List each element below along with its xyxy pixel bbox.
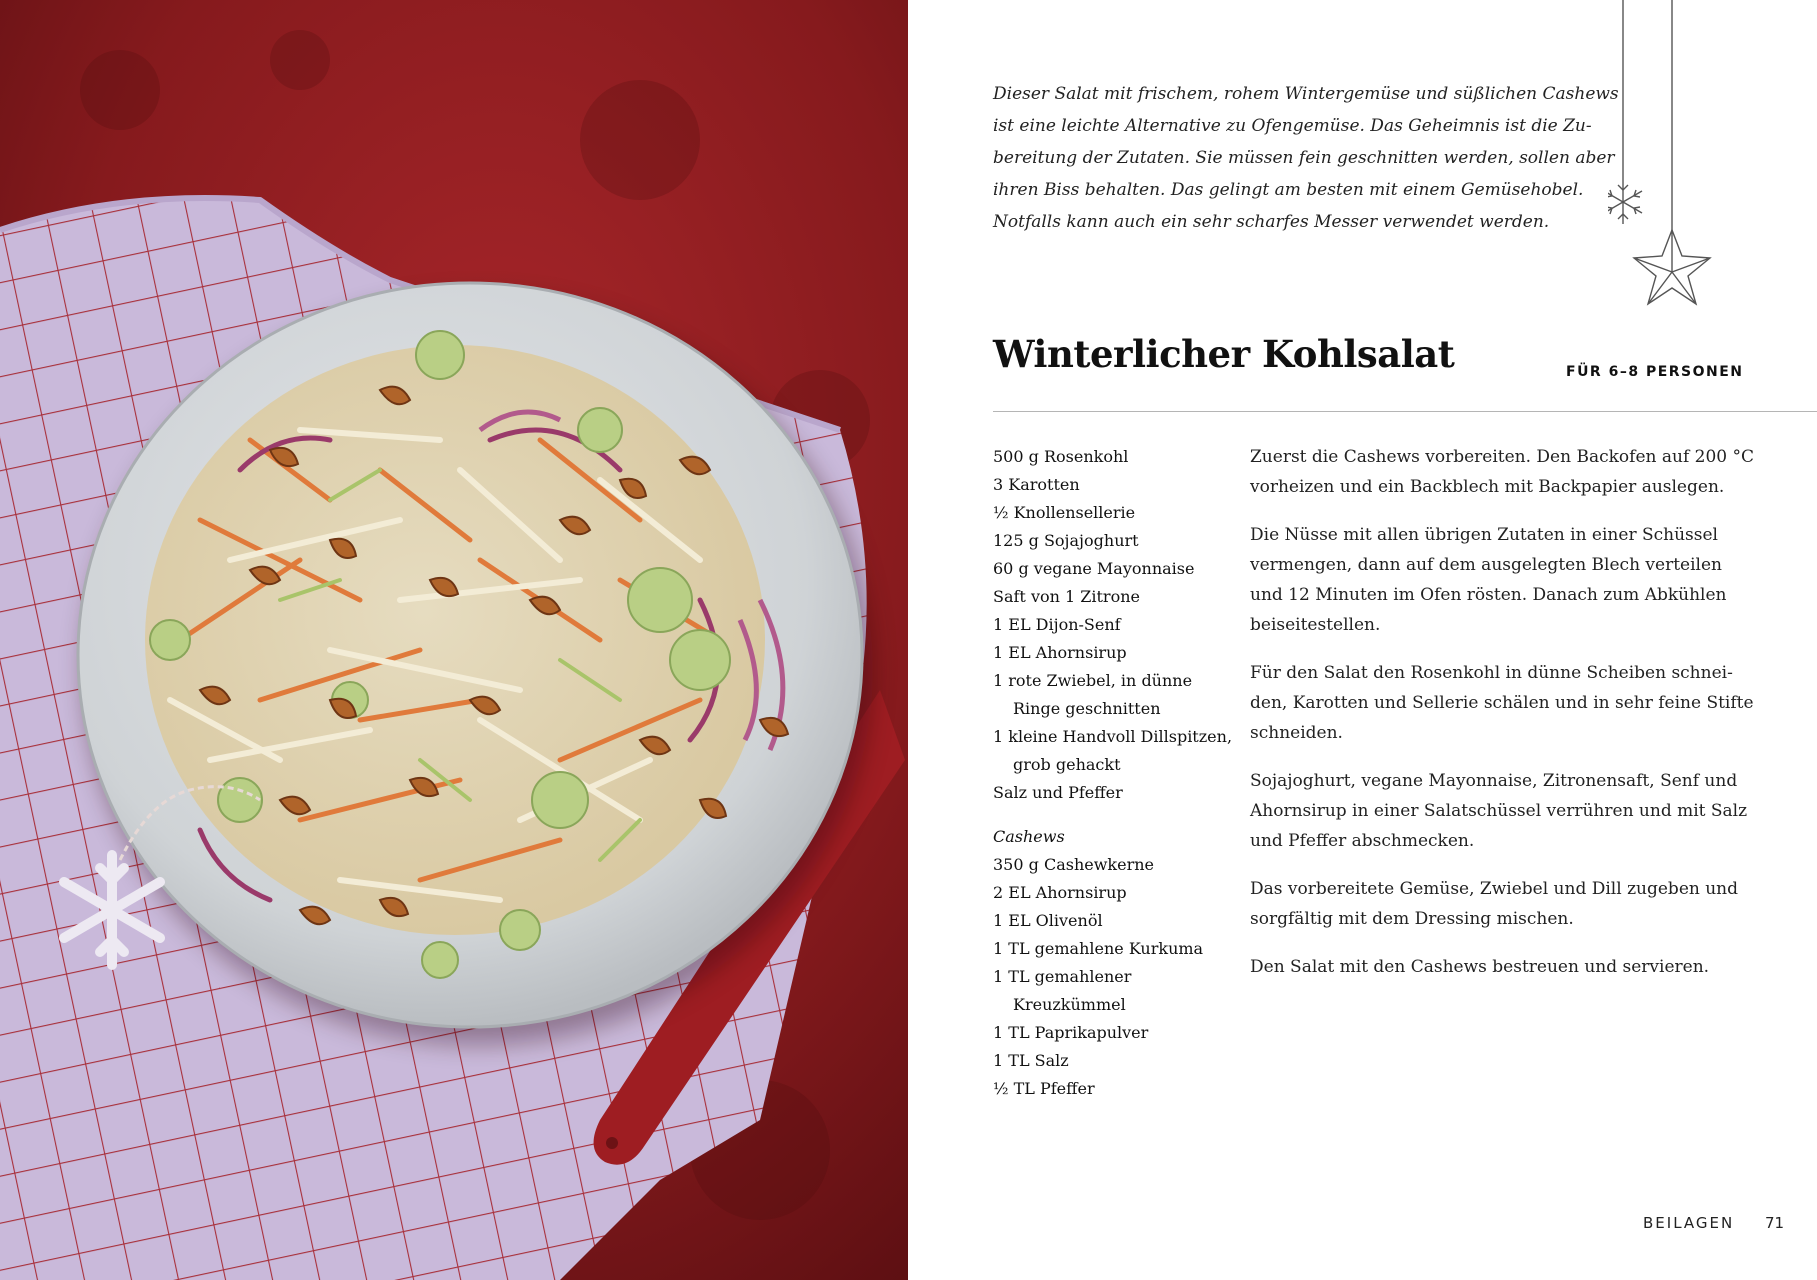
intro-line: bereitung der Zutaten. Sie müssen fein geschnitten werden, sollen aber (993, 148, 1615, 168)
ingredient-item (993, 583, 1243, 611)
salad-photo (0, 0, 908, 1280)
method-paragraph (1250, 952, 1750, 982)
method-line: Den Salat mit den Cashews bestreuen und servieren. (1250, 957, 1710, 977)
ingredient-text: 1 EL Olivenöl (993, 911, 1103, 930)
ingredient-item (993, 1019, 1243, 1047)
method-line: Sojajoghurt, vegane Mayonnaise, Zitronensaft, Senf und (1250, 771, 1738, 791)
ingredient-text: 1 TL Paprikapulver (993, 1023, 1149, 1042)
method-line: Die Nüsse mit allen übrigen Zutaten in einer Schüssel (1250, 525, 1718, 545)
ingredient-text: 1 TL gemahlener (993, 967, 1132, 986)
intro-text (993, 78, 1619, 238)
method-line: Das vorbereitete Gemüse, Zwiebel und Dill zugeben und (1250, 879, 1739, 899)
ingredient-text: 1 TL Salz (993, 1051, 1069, 1070)
ingredient-item (993, 935, 1243, 963)
ingredients-cashews (993, 851, 1243, 1103)
ingredient-text: ½ Knollensellerie (993, 503, 1136, 522)
ingredient-item (993, 667, 1243, 723)
recipe-title: Winterlicher Kohlsalat (993, 332, 1455, 376)
ingredient-item (993, 723, 1243, 779)
method-line: vorheizen und ein Backblech mit Backpapier auslegen. (1250, 477, 1725, 497)
ingredient-text: 2 EL Ahornsirup (993, 883, 1127, 902)
method-line: Für den Salat den Rosenkohl in dünne Scheiben schnei- (1250, 663, 1733, 683)
page-number: 71 (1765, 1214, 1785, 1232)
method-paragraph (1250, 766, 1750, 856)
recipe-page (908, 0, 1817, 1280)
ingredient-item (993, 471, 1243, 499)
ingredient-item (993, 527, 1243, 555)
ingredient-item (993, 907, 1243, 935)
ingredient-text: ½ TL Pfeffer (993, 1079, 1095, 1098)
salad-plate-photo-icon (0, 0, 908, 1280)
method-line: Zuerst die Cashews vorbereiten. Den Backofen auf 200 °C (1250, 447, 1754, 467)
intro-line: Dieser Salat mit frischem, rohem Wintergemüse und süßlichen Cashews (993, 84, 1619, 104)
ingredient-text: 1 EL Dijon-Senf (993, 615, 1121, 634)
method-line: beiseitestellen. (1250, 615, 1381, 635)
ingredient-item (993, 1075, 1243, 1103)
intro-line: ist eine leichte Alternative zu Ofengemüse. Das Geheimnis ist die Zu- (993, 116, 1592, 136)
ingredient-text: 125 g Sojajoghurt (993, 531, 1139, 550)
method-paragraph (1250, 442, 1754, 502)
ingredients-list (993, 443, 1243, 1103)
ingredient-text: 1 TL gemahlene Kurkuma (993, 939, 1204, 958)
ingredient-item (993, 555, 1243, 583)
method-line: und Pfeffer abschmecken. (1250, 831, 1475, 851)
method-line: sorgfältig mit dem Dressing mischen. (1250, 909, 1574, 929)
ingredient-text: Salz und Pfeffer (993, 783, 1123, 802)
star-icon (1634, 230, 1710, 304)
ingredient-text: Saft von 1 Zitrone (993, 587, 1140, 606)
ingredient-text: 60 g vegane Mayonnaise (993, 559, 1195, 578)
method-line: schneiden. (1250, 723, 1343, 743)
ingredient-text: 350 g Cashewkerne (993, 855, 1154, 874)
ingredient-text: 1 rote Zwiebel, in dünne (993, 671, 1193, 690)
ingredient-item (993, 639, 1243, 667)
ingredient-item (993, 963, 1243, 1019)
method-line: und 12 Minuten im Ofen rösten. Danach zum Abkühlen (1250, 585, 1727, 605)
ingredient-item (993, 851, 1243, 879)
method-line: den, Karotten und Sellerie schälen und in sehr feine Stifte (1250, 693, 1754, 713)
cashews-heading: Cashews (993, 827, 1065, 846)
ingredient-item (993, 779, 1243, 807)
ingredient-text: 3 Karotten (993, 475, 1080, 494)
ingredient-continuation: grob gehackt (1013, 755, 1121, 774)
intro-line: ihren Biss behalten. Das gelingt am besten mit einem Gemüsehobel. (993, 180, 1584, 200)
ingredient-item (993, 443, 1243, 471)
ingredient-text: 1 kleine Handvoll Dillspitzen, (993, 727, 1233, 746)
method-line: vermengen, dann auf dem ausgelegten Blech verteilen (1250, 555, 1722, 575)
ingredient-text: 500 g Rosenkohl (993, 447, 1129, 466)
title-divider (993, 411, 1817, 412)
ingredient-text: 1 EL Ahornsirup (993, 643, 1127, 662)
ingredient-item (993, 1047, 1243, 1075)
method-steps (1250, 442, 1754, 1000)
method-paragraph (1250, 874, 1750, 934)
section-label: BEILAGEN (1643, 1214, 1735, 1232)
method-paragraph (1250, 520, 1750, 640)
method-line: Ahornsirup in einer Salatschüssel verrühren und mit Salz (1250, 801, 1748, 821)
ingredient-continuation: Kreuzkümmel (1013, 995, 1126, 1014)
ingredient-item (993, 499, 1243, 527)
hanging-ornaments (1608, 0, 1817, 320)
servings-label: FÜR 6–8 PERSONEN (1566, 364, 1744, 380)
ingredient-item (993, 611, 1243, 639)
method-paragraph (1250, 658, 1754, 748)
snowflake-icon (1608, 180, 1642, 224)
intro-line: Notfalls kann auch ein sehr scharfes Messer verwendet werden. (993, 212, 1550, 232)
ingredient-continuation: Ringe geschnitten (1013, 699, 1161, 718)
ingredients-main (993, 443, 1243, 807)
ingredient-item (993, 879, 1243, 907)
